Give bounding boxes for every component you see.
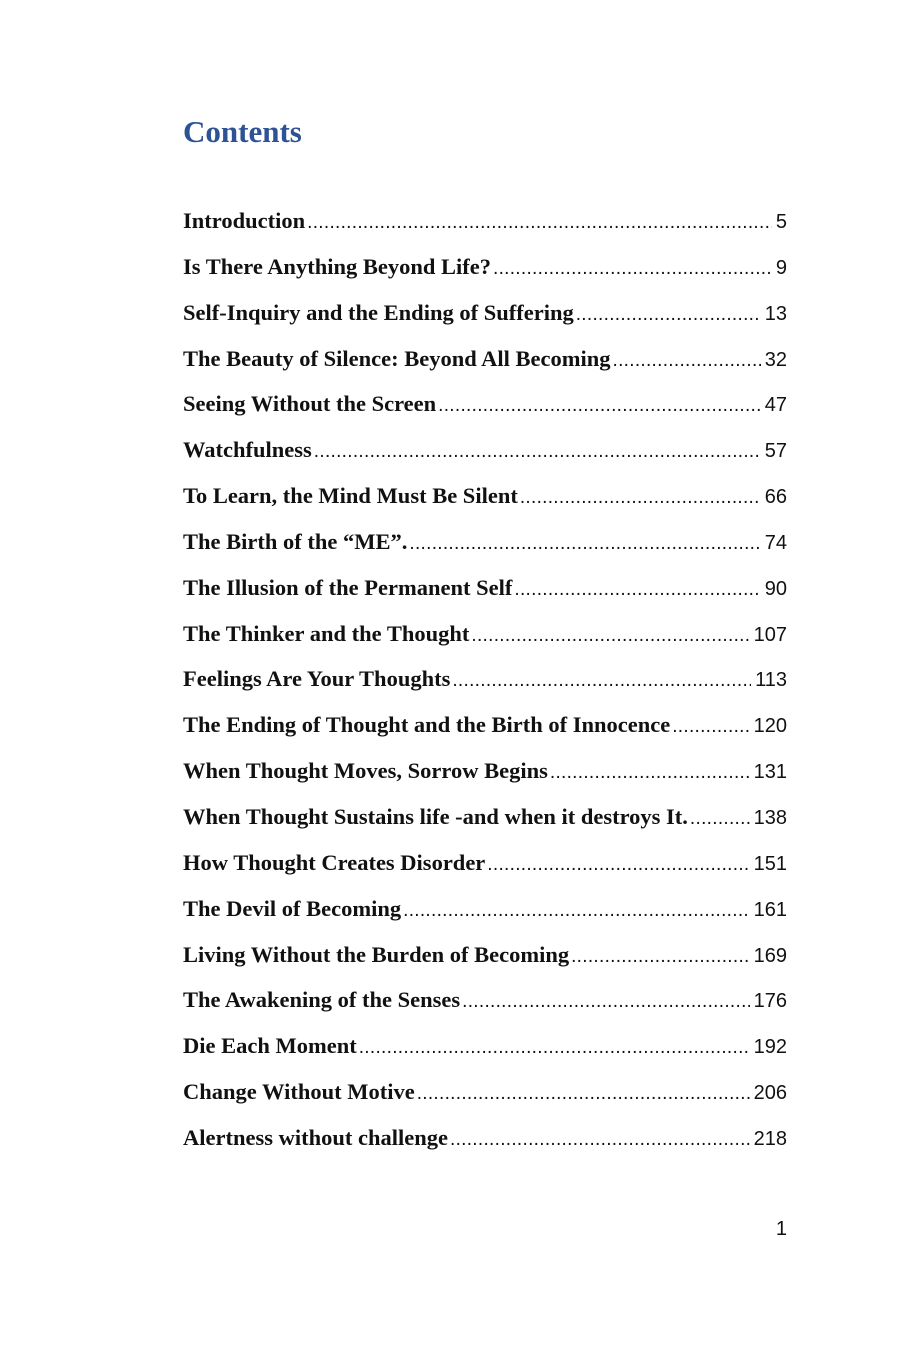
toc-entry[interactable] <box>183 750 787 796</box>
toc-entry[interactable] <box>183 1117 787 1163</box>
dot-leader <box>613 340 761 382</box>
dot-leader <box>576 294 761 336</box>
dot-leader <box>438 385 761 427</box>
dot-leader <box>417 1073 750 1115</box>
toc-entry-title: Introduction <box>183 208 306 233</box>
toc-entry[interactable] <box>183 292 787 338</box>
toc-entry-page: 13 <box>764 302 787 325</box>
toc-entry[interactable] <box>183 1071 787 1117</box>
toc-entry-page: 161 <box>753 898 787 921</box>
dot-leader <box>403 890 750 932</box>
toc-entry-title: How Thought Creates Disorder <box>183 849 486 875</box>
toc-entry-title: Is There Anything Beyond Life? <box>183 253 491 279</box>
dot-leader <box>571 936 750 978</box>
toc-entry-page: 90 <box>764 577 787 600</box>
dot-leader <box>690 798 750 840</box>
toc-entry-title: To Learn, the Mind Must Be Silent <box>183 483 518 509</box>
toc-entry-page: 120 <box>753 715 787 738</box>
toc-entry[interactable] <box>183 1025 787 1071</box>
toc-entry-page: 131 <box>753 761 787 784</box>
toc-entry-page: 5 <box>775 211 787 233</box>
toc-entry-title: Feelings Are Your Thoughts <box>183 666 451 692</box>
toc-entry-title: When Thought Moves, Sorrow Begins <box>183 758 548 784</box>
toc-entry[interactable] <box>183 704 787 750</box>
dot-leader <box>359 1027 750 1069</box>
dot-leader <box>471 615 749 657</box>
toc-entry[interactable] <box>183 200 787 246</box>
dot-leader <box>520 477 761 519</box>
toc-entry-page: 169 <box>753 944 787 967</box>
toc-entry[interactable] <box>183 658 787 704</box>
dot-leader <box>672 706 749 748</box>
toc-entry-page: 206 <box>753 1082 787 1105</box>
toc-entry-page: 113 <box>755 669 787 692</box>
toc-entry[interactable] <box>183 888 787 934</box>
toc-entry-page: 107 <box>753 623 787 646</box>
toc-entry-title: The Devil of Becoming <box>183 895 402 921</box>
toc-entry[interactable] <box>183 429 787 475</box>
toc-entry-title: The Birth of the “ME”. <box>183 528 408 554</box>
dot-leader <box>493 248 772 290</box>
toc-entry[interactable] <box>183 934 787 980</box>
toc-entry-title: Watchfulness <box>183 437 312 463</box>
toc-entry-page: 138 <box>753 806 787 829</box>
dot-leader <box>452 660 751 702</box>
contents-heading: Contents <box>183 114 302 149</box>
toc-entry-title: Living Without the Burden of Becoming <box>183 941 570 967</box>
toc-entry-title: The Beauty of Silence: Beyond All Becoming <box>183 345 611 371</box>
toc-entry-page: 218 <box>753 1127 787 1150</box>
toc-entry-page: 47 <box>764 394 787 417</box>
toc-entry[interactable] <box>183 246 787 292</box>
page-number: 1 <box>775 1218 787 1240</box>
dot-leader <box>314 431 761 473</box>
toc-entry-title: The Awakening of the Senses <box>183 987 461 1013</box>
toc-entry[interactable] <box>183 979 787 1025</box>
toc-entry-title: Self-Inquiry and the Ending of Suffering <box>183 299 574 325</box>
toc-entry-title: Change Without Motive <box>183 1079 415 1105</box>
dot-leader <box>450 1119 750 1161</box>
dot-leader <box>487 844 749 886</box>
dot-leader <box>514 569 760 611</box>
toc-entry-page: 176 <box>753 990 787 1013</box>
toc-entry-title: Alertness without challenge <box>183 1124 448 1150</box>
toc-entry-page: 57 <box>764 440 787 463</box>
toc-entry[interactable] <box>183 521 787 567</box>
dot-leader <box>550 752 750 794</box>
toc-entry[interactable] <box>183 383 787 429</box>
toc-entry[interactable] <box>183 613 787 659</box>
toc-entry[interactable] <box>183 842 787 888</box>
toc-entry-page: 9 <box>775 256 787 279</box>
toc-entry[interactable] <box>183 338 787 384</box>
toc-entry-title: The Illusion of the Permanent Self <box>183 574 513 600</box>
dot-leader <box>307 202 772 244</box>
table-of-contents <box>183 200 787 1163</box>
toc-entry-page: 66 <box>764 486 787 509</box>
toc-entry-page: 192 <box>753 1036 787 1059</box>
dot-leader <box>462 981 750 1023</box>
toc-entry-page: 32 <box>764 348 787 371</box>
toc-entry-page: 151 <box>753 852 787 875</box>
toc-entry-title: Die Each Moment <box>183 1033 357 1059</box>
toc-entry-title: The Thinker and the Thought <box>183 620 470 646</box>
toc-entry[interactable] <box>183 796 787 842</box>
toc-entry-page: 74 <box>764 531 787 554</box>
dot-leader <box>409 523 760 565</box>
toc-entry[interactable] <box>183 475 787 521</box>
toc-entry-title: The Ending of Thought and the Birth of Innocence <box>183 712 671 738</box>
toc-entry[interactable] <box>183 567 787 613</box>
toc-entry-title: Seeing Without the Screen <box>183 391 437 417</box>
toc-entry-title: When Thought Sustains life -and when it destroys It. <box>183 803 688 829</box>
